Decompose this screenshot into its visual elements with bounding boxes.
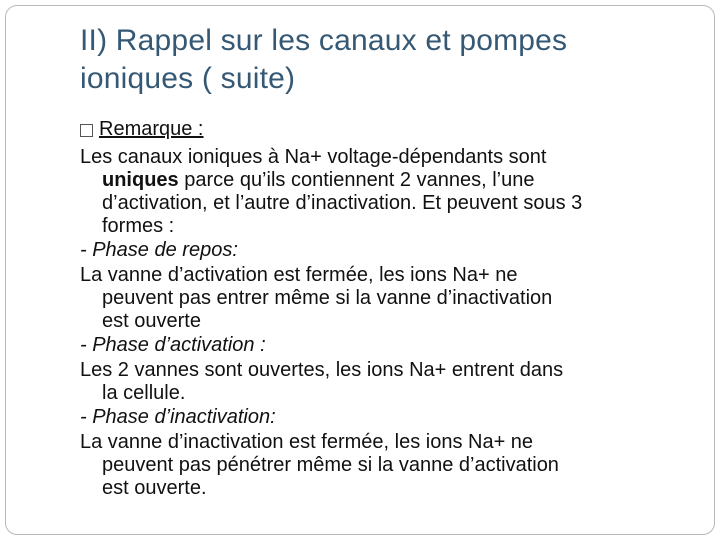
- phase-inactivation-heading: - Phase d’inactivation:: [80, 406, 276, 428]
- intro-bold-word: uniques: [102, 169, 179, 191]
- remark-label: Remarque :: [99, 117, 204, 140]
- inactivation-line-1: La vanne d’inactivation est fermée, les ions Na+ ne: [80, 431, 534, 453]
- inactivation-line-2: peuvent pas pénétrer même si la vanne d’activation: [102, 454, 559, 476]
- phase-activation-heading: - Phase d’activation :: [80, 334, 266, 356]
- repos-line-3: est ouverte: [102, 310, 201, 332]
- intro-line-1: Les canaux ioniques à Na+ voltage-dépendants sont: [80, 146, 547, 168]
- phase-repos-heading: - Phase de repos:: [80, 239, 238, 261]
- activation-line-2: la cellule.: [102, 382, 186, 404]
- slide-content: [80, 117, 700, 500]
- intro-line-4: formes :: [102, 215, 175, 237]
- checkbox-bullet-icon: [80, 124, 93, 137]
- slide-title: [80, 22, 690, 98]
- repos-line-2: peuvent pas entrer même si la vanne d’inactivation: [102, 287, 553, 309]
- intro-paragraph: [80, 145, 700, 238]
- intro-line-2-rest: parce qu’ils contiennent 2 vannes, l’une: [178, 169, 535, 191]
- repos-line-1: La vanne d’activation est fermée, les ions Na+ ne: [80, 264, 518, 286]
- title-line-2: ioniques ( suite): [80, 62, 296, 95]
- intro-line-2: [102, 169, 700, 192]
- activation-paragraph: [80, 358, 700, 405]
- repos-paragraph: [80, 263, 700, 333]
- remark-heading: [80, 117, 700, 141]
- title-line-1: II) Rappel sur les canaux et pompes: [80, 24, 568, 57]
- inactivation-line-3: est ouverte.: [102, 477, 207, 499]
- activation-line-1: Les 2 vannes sont ouvertes, les ions Na+ entrent dans: [80, 359, 564, 381]
- intro-line-3: d’activation, et l’autre d’inactivation. Et peuvent sous 3: [102, 192, 583, 214]
- inactivation-paragraph: [80, 430, 700, 500]
